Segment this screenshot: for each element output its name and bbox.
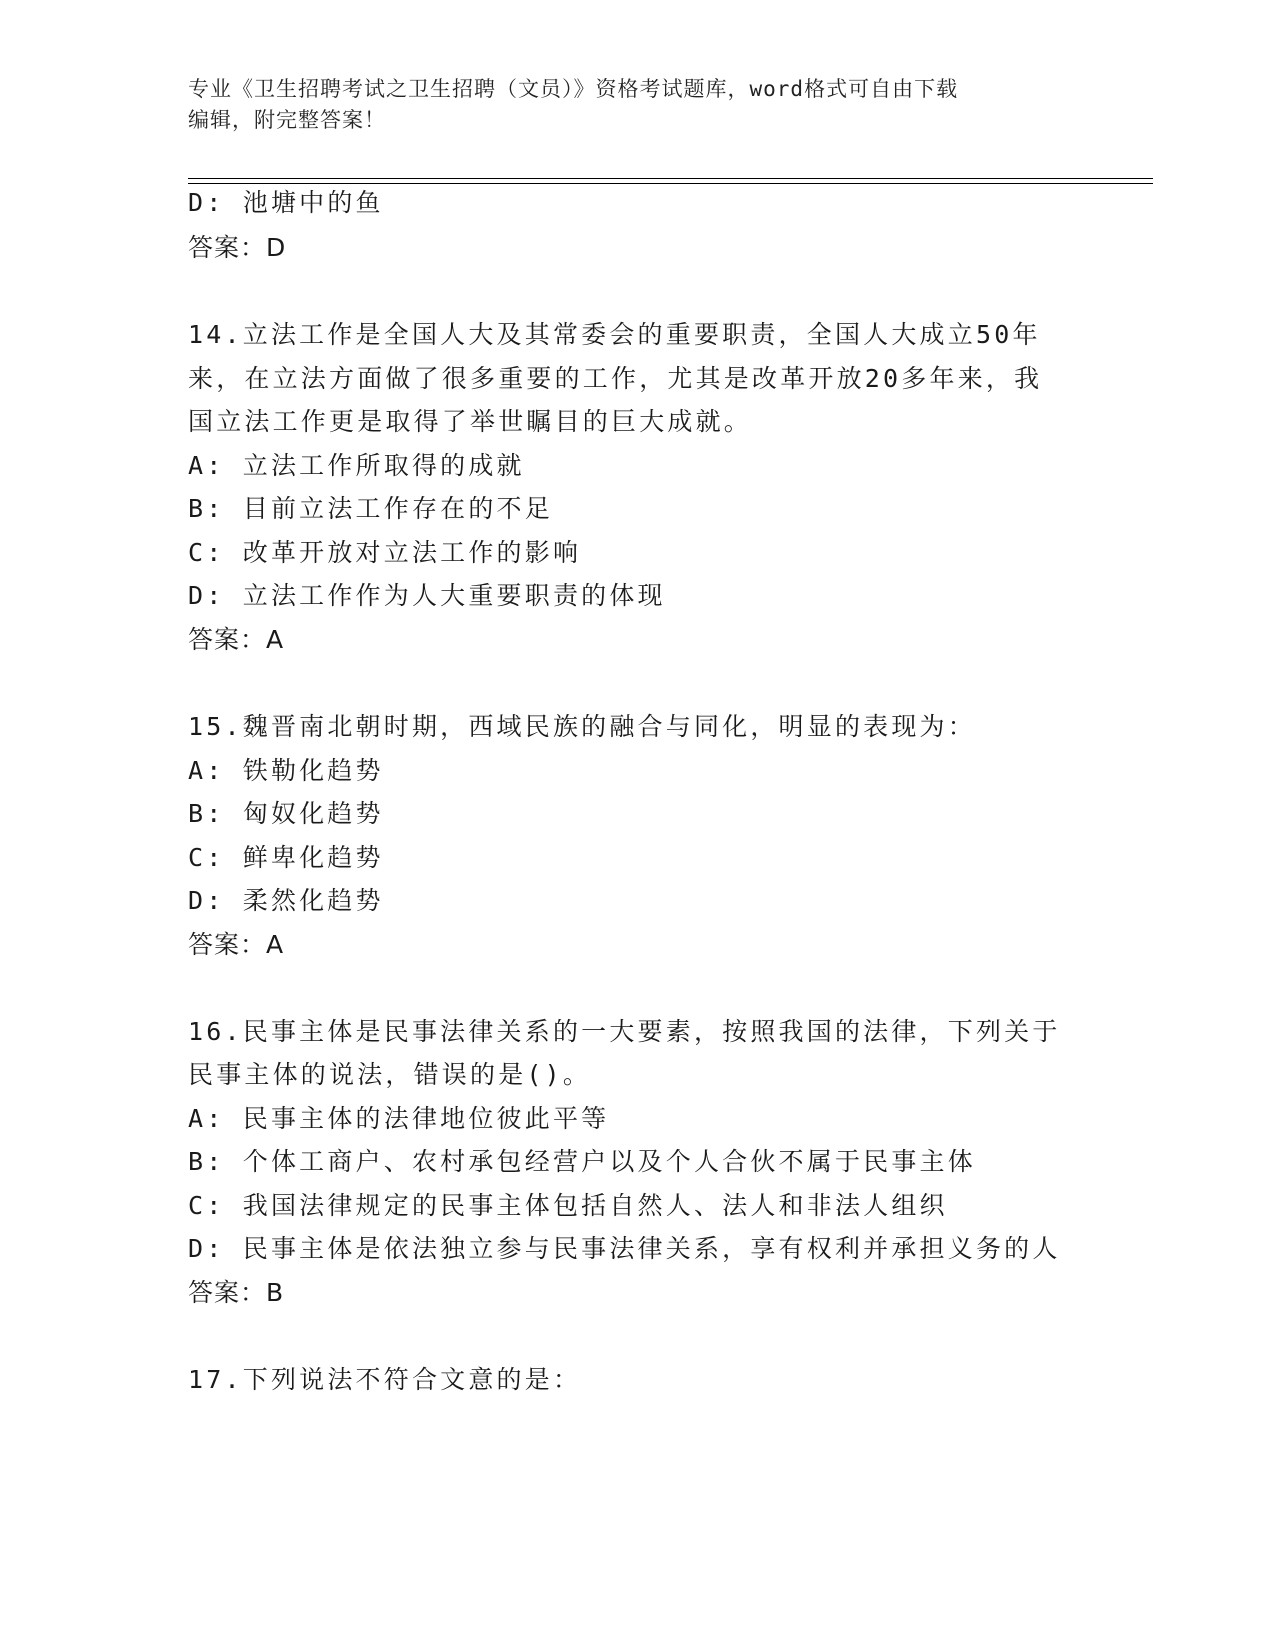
- q16-stem-line-2: 民事主体的说法，错误的是()。: [188, 1060, 592, 1089]
- q14-answer: 答案：A: [188, 625, 285, 654]
- header-line-1: 专业《卫生招聘考试之卫生招聘（文员）》资格考试题库，word格式可自由下载: [188, 77, 959, 101]
- q15-option-b: B: 匈奴化趋势: [188, 799, 384, 828]
- q16-answer: 答案：B: [188, 1278, 285, 1307]
- q14-stem-line-3: 国立法工作更是取得了举世瞩目的巨大成就。: [188, 407, 753, 436]
- header-divider-bottom: [188, 183, 1153, 184]
- q15-option-d: D: 柔然化趋势: [188, 886, 384, 915]
- q16-stem-line-1: 16.民事主体是民事法律关系的一大要素，按照我国的法律，下列关于: [188, 1017, 1061, 1046]
- q15-stem-line-1: 15.魏晋南北朝时期，西域民族的融合与同化，明显的表现为：: [188, 712, 976, 741]
- q14-option-d: D: 立法工作作为人大重要职责的体现: [188, 581, 666, 610]
- q15-option-c: C: 鲜卑化趋势: [188, 843, 384, 872]
- q16-option-c: C: 我国法律规定的民事主体包括自然人、法人和非法人组织: [188, 1191, 948, 1220]
- q16-option-a: A: 民事主体的法律地位彼此平等: [188, 1104, 610, 1133]
- q13-answer: 答案：D: [188, 233, 287, 262]
- q17-stem-line-1: 17.下列说法不符合文意的是：: [188, 1365, 582, 1394]
- q16-option-d: D: 民事主体是依法独立参与民事法律关系，享有权利并承担义务的人: [188, 1234, 1061, 1263]
- q14-option-c: C: 改革开放对立法工作的影响: [188, 538, 582, 567]
- q14-option-b: B: 目前立法工作存在的不足: [188, 494, 553, 523]
- header-divider-top: [188, 178, 1153, 179]
- q15-answer: 答案：A: [188, 930, 285, 959]
- q16-option-b: B: 个体工商户、农村承包经营户以及个人合伙不属于民事主体: [188, 1147, 976, 1176]
- document-header: [188, 74, 1088, 136]
- header-line-2: 编辑，附完整答案！: [188, 108, 386, 132]
- q14-stem-line-1: 14.立法工作是全国人大及其常委会的重要职责，全国人大成立50年: [188, 320, 1041, 349]
- q15-option-a: A: 铁勒化趋势: [188, 756, 384, 785]
- q14-option-a: A: 立法工作所取得的成就: [188, 451, 525, 480]
- q14-stem-line-2: 来，在立法方面做了很多重要的工作，尤其是改革开放20多年来，我: [188, 364, 1043, 393]
- q13-option-d: D: 池塘中的鱼: [188, 188, 384, 217]
